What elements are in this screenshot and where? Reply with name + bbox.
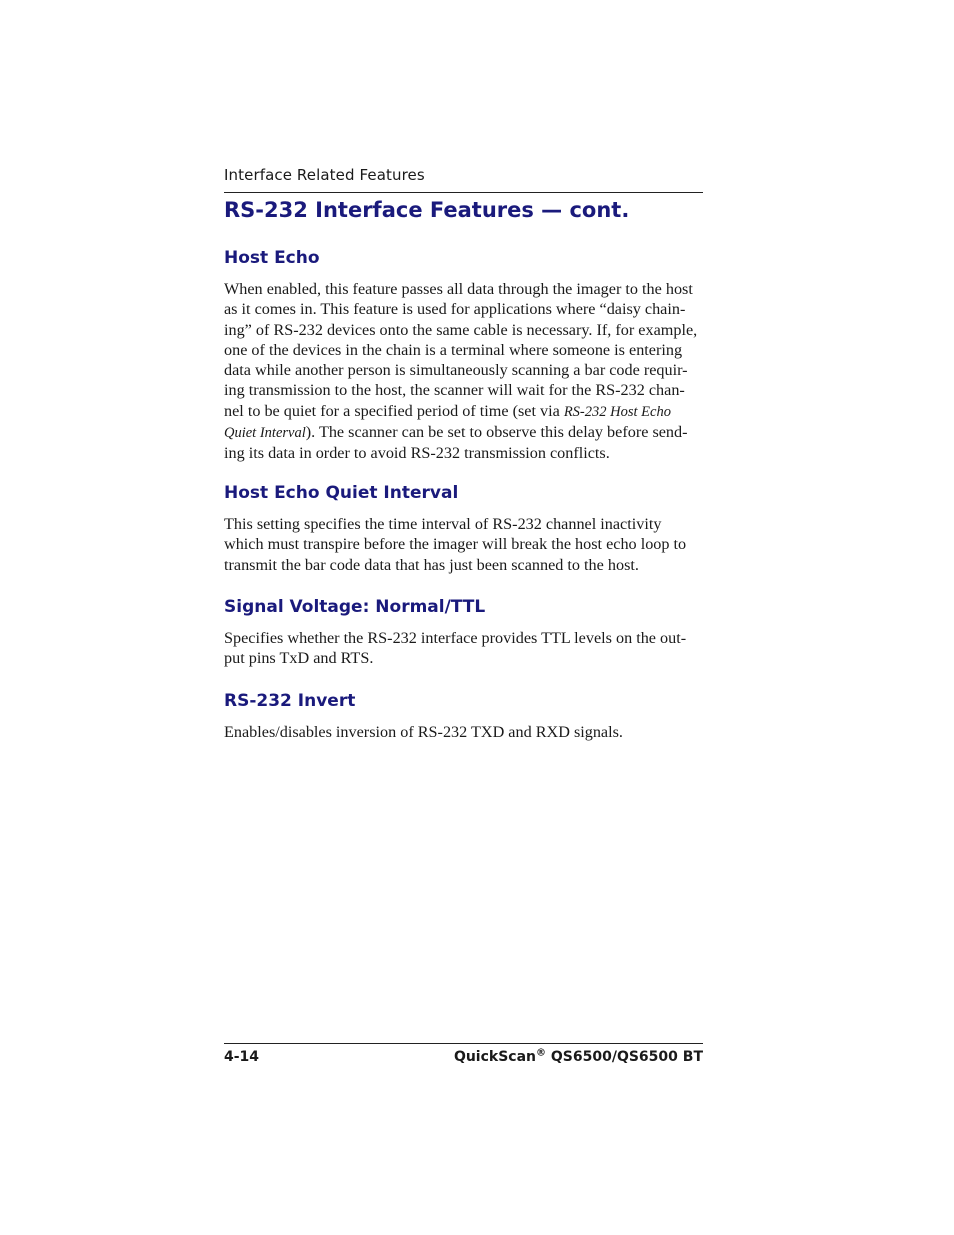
paragraph-host-echo [224, 279, 703, 464]
registered-mark: ® [536, 1047, 547, 1059]
heading-signal-voltage: Signal Voltage: Normal/TTL [224, 597, 486, 617]
text-line: This setting specifies the time interval of RS-232 channel inactivity [224, 515, 662, 533]
paragraph-rs232-invert [224, 722, 703, 742]
footer-product [454, 1049, 703, 1065]
text-line: transmit the bar code data that has just been scanned to the host. [224, 555, 639, 574]
text-line: one of the devices in the chain is a terminal where someone is entering [224, 340, 683, 359]
text-run: nel to be quiet for a specified period of time (set via [224, 401, 564, 420]
text-line [224, 401, 703, 422]
cross-reference: RS-232 Host Echo [563, 403, 671, 420]
product-model: QS6500/QS6500 BT [546, 1049, 703, 1065]
text-line: put pins TxD and RTS. [224, 649, 374, 668]
heading-host-echo: Host Echo [224, 248, 320, 268]
text-line: ing transmission to the host, the scanner will wait for the RS-232 chan- [224, 381, 685, 400]
text-line: which must transpire before the imager will break the host echo loop to [224, 535, 687, 554]
text-line [224, 422, 703, 443]
text-line: Specifies whether the RS-232 interface provides TTL levels on the out- [224, 629, 687, 647]
heading-host-echo-quiet-interval: Host Echo Quiet Interval [224, 483, 459, 503]
running-head: Interface Related Features [224, 166, 425, 184]
header-rule [224, 192, 703, 193]
text-line: Enables/disables inversion of RS-232 TXD and RXD signals. [224, 723, 623, 741]
document-page [224, 0, 703, 1235]
text-line: data while another person is simultaneously scanning a bar code requir- [224, 361, 688, 380]
product-name: QuickScan [453, 1049, 537, 1065]
section-title: RS-232 Interface Features — cont. [224, 198, 630, 222]
text-line: ing its data in order to avoid RS-232 transmission conflicts. [224, 444, 610, 463]
text-line: ing” of RS-232 devices onto the same cable is necessary. If, for example, [224, 320, 698, 339]
text-line: as it comes in. This feature is used for applications where “daisy chain- [224, 300, 686, 319]
cross-reference: Quiet Interval [224, 425, 306, 442]
text-run: ). The scanner can be set to observe this delay before send- [305, 423, 688, 442]
paragraph-host-echo-quiet-interval [224, 514, 703, 575]
text-line: When enabled, this feature passes all data through the imager to the host [224, 280, 693, 298]
paragraph-signal-voltage [224, 628, 703, 669]
footer-rule [224, 1043, 703, 1044]
heading-rs232-invert: RS-232 Invert [224, 691, 356, 711]
page-number: 4-14 [224, 1049, 260, 1065]
